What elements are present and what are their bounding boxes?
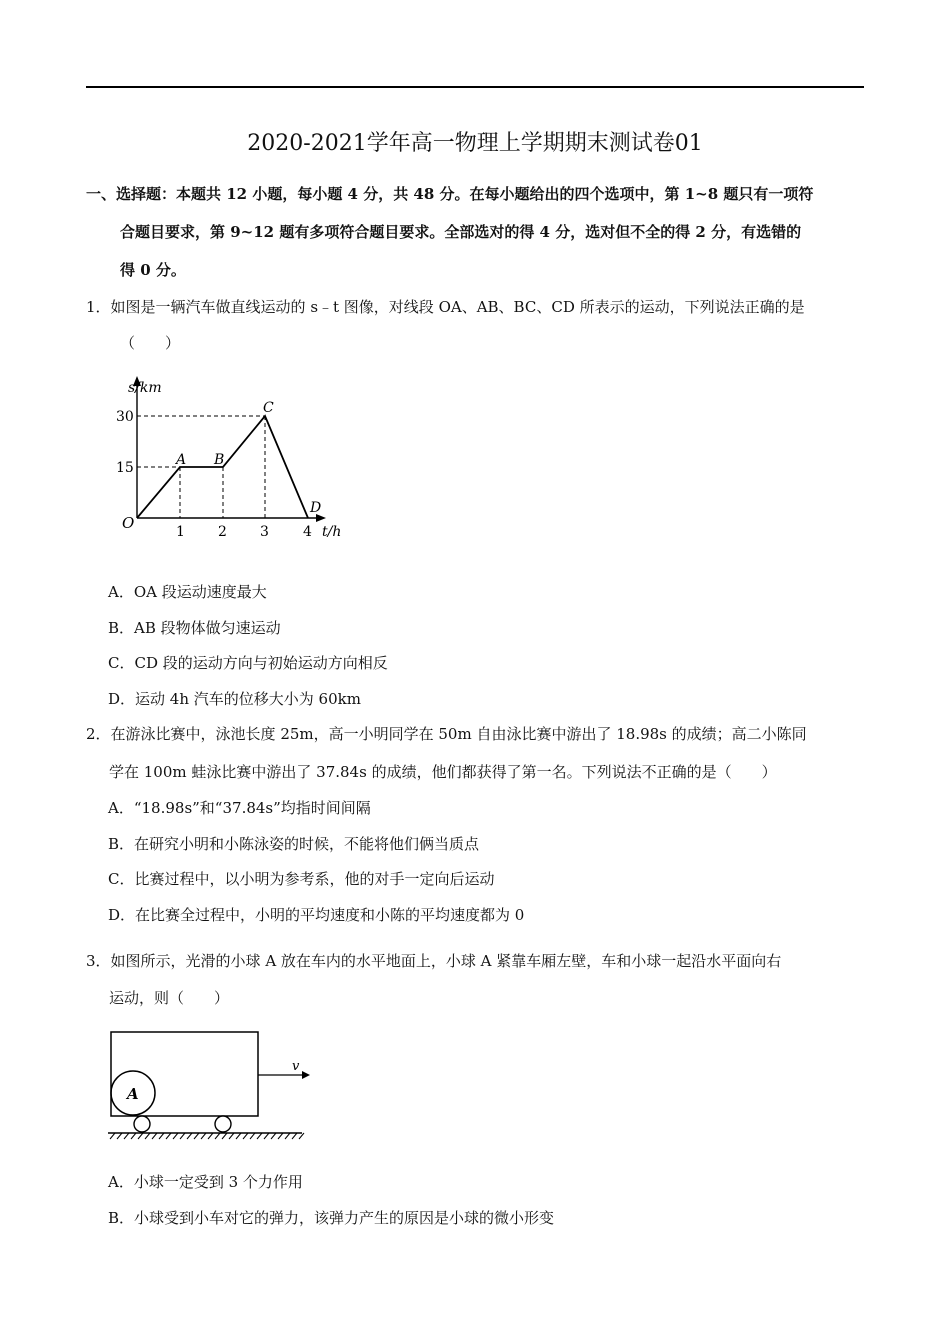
q3-option-b: B．小球受到小车对它的弹力，该弹力产生的原因是小球的微小形变: [108, 1209, 555, 1227]
ground-hatching: [110, 1133, 304, 1139]
section-instructions-line1: 一、选择题：本题共 12 小题，每小题 4 分，共 48 分。在每小题给出的四个选项中，第 1~8 题只有一项符: [86, 185, 814, 203]
wheel-right: [215, 1116, 231, 1132]
q3-option-a: A．小球一定受到 3 个力作用: [108, 1173, 303, 1191]
q2-option-d: D．在比赛全过程中，小明的平均速度和小陈的平均速度都为 0: [108, 906, 525, 924]
q3-stem-line1: 3．如图所示，光滑的小球 A 放在车内的水平地面上，小球 A 紧靠车厢左壁，车和小球一起沿水平面向右: [86, 952, 782, 970]
q1-stem-line1: 1．如图是一辆汽车做直线运动的 s﹣t 图像，对线段 OA、AB、BC、CD 所表示的运动，下列说法正确的是: [86, 298, 805, 316]
x-axis-label: t/h: [322, 524, 342, 540]
point-c-label: C: [263, 400, 274, 416]
y-axis-label: s/km: [128, 380, 162, 396]
y-tick-30: 30: [116, 409, 134, 425]
header-rule: [86, 86, 864, 88]
q1-option-b: B．AB 段物体做匀速运动: [108, 619, 281, 637]
point-a-label: A: [176, 452, 187, 468]
velocity-label: v: [292, 1059, 300, 1074]
q2-stem-line2: 学在 100m 蛙泳比赛中游出了 37.84s 的成绩，他们都获得了第一名。下列说法不正确的是（ ）: [109, 763, 777, 781]
x-tick-1: 1: [176, 524, 185, 540]
q1-option-c: C．CD 段的运动方向与初始运动方向相反: [108, 654, 388, 672]
section-instructions-line2: 合题目要求，第 9~12 题有多项符合题目要求。全部选对的得 4 分，选对但不全的得 2 分，有选错的: [120, 223, 802, 241]
x-tick-3: 3: [260, 524, 269, 540]
q1-st-graph: [110, 370, 360, 550]
q2-option-a: A．“18.98s”和“37.84s”均指时间间隔: [108, 799, 371, 817]
y-tick-15: 15: [116, 460, 134, 476]
ball-label: A: [127, 1085, 139, 1103]
q1-option-a: A．OA 段运动速度最大: [108, 583, 267, 601]
wheel-left: [134, 1116, 150, 1132]
q2-stem-line1: 2．在游泳比赛中，泳池长度 25m，高一小明同学在 50m 自由泳比赛中游出了 18.98s 的成绩；高二小陈同: [86, 725, 807, 743]
q2-option-c: C．比赛过程中，以小明为参考系，他的对手一定向后运动: [108, 870, 495, 888]
page-title: 2020-2021学年高一物理上学期期末测试卷01: [247, 131, 703, 156]
point-d-label: D: [310, 500, 322, 516]
x-tick-4: 4: [303, 524, 312, 540]
x-tick-2: 2: [218, 524, 227, 540]
q2-option-b: B．在研究小明和小陈泳姿的时候，不能将他们俩当质点: [108, 835, 480, 853]
velocity-arrow-head: [302, 1071, 310, 1079]
q3-stem-line2: 运动，则（ ）: [109, 989, 230, 1007]
section-instructions-line3: 得 0 分。: [120, 261, 186, 279]
q1-stem-line2: （ ）: [120, 334, 181, 352]
cart-body: [111, 1032, 258, 1116]
q1-option-d: D．运动 4h 汽车的位移大小为 60km: [108, 690, 361, 708]
origin-label: O: [122, 514, 135, 532]
q3-cart-figure: [106, 1026, 316, 1144]
point-b-label: B: [214, 452, 225, 468]
